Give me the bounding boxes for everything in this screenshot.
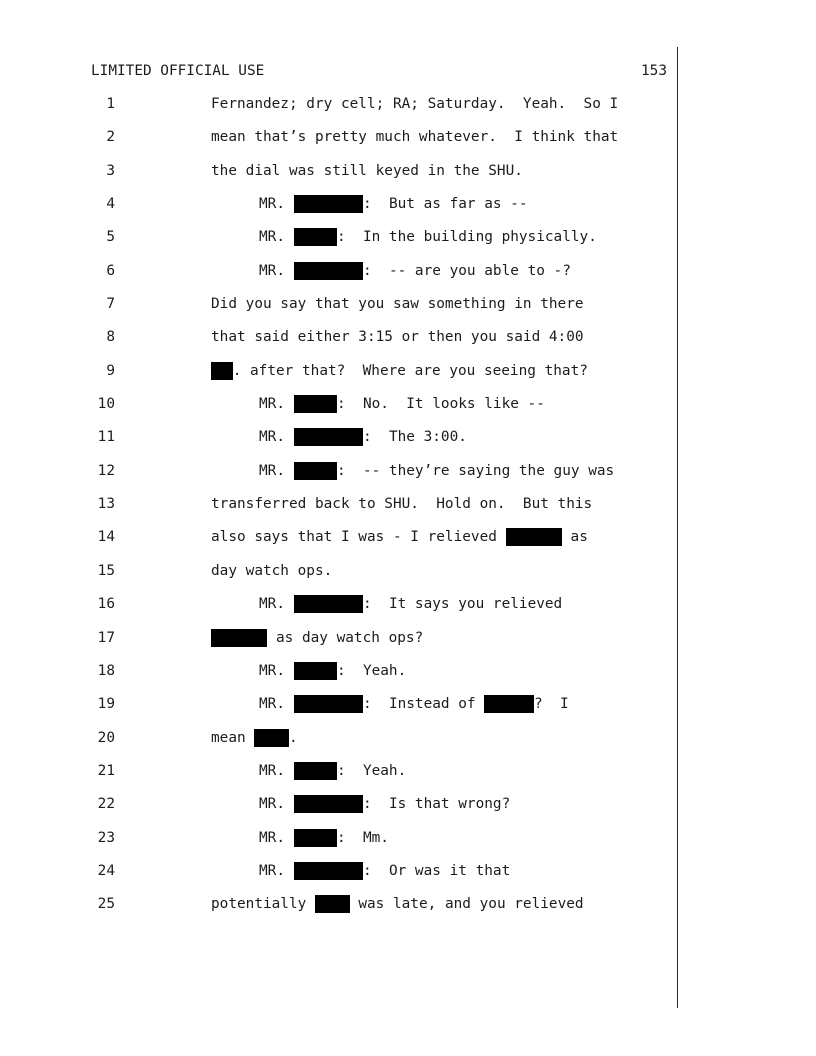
transcript-line: [0, 462, 677, 495]
redaction-box: [294, 829, 337, 847]
text-segment: : -- they’re saying the guy was: [336, 462, 615, 479]
text-segment: was late, and you relieved: [349, 896, 584, 913]
line-number: 22: [97, 796, 115, 813]
line-text: [259, 795, 510, 813]
line-text: [259, 862, 510, 880]
transcript-line: [0, 162, 677, 195]
line-number: 23: [97, 829, 115, 846]
text-segment: : In the building physically.: [336, 229, 597, 246]
text-segment: also says that I was - I relieved: [211, 529, 506, 546]
redaction-box: [211, 362, 233, 380]
line-text: [259, 262, 571, 280]
transcript-line: [0, 595, 677, 628]
line-number: 20: [97, 729, 115, 746]
transcript-line: [0, 228, 677, 261]
line-number: 24: [97, 862, 115, 879]
text-segment: Did you say that you saw something in there: [211, 296, 584, 313]
line-text: [211, 128, 618, 146]
transcript-line: [0, 562, 677, 595]
transcript-line: [0, 662, 677, 695]
text-segment: MR.: [259, 396, 294, 413]
line-number: 21: [97, 762, 115, 779]
line-number: 6: [106, 262, 115, 279]
transcript-line: [0, 762, 677, 795]
line-text: [259, 595, 562, 613]
line-text: [211, 562, 332, 580]
text-segment: day watch ops.: [211, 562, 333, 579]
transcript-line: [0, 795, 677, 828]
redaction-box: [294, 762, 337, 780]
margin-rule: [677, 47, 678, 1008]
line-number: 1: [106, 96, 115, 112]
transcript-line: [0, 428, 677, 461]
text-segment: mean: [211, 729, 255, 746]
transcript-body: [0, 95, 677, 929]
transcript-line: [0, 128, 677, 161]
transcript-line: [0, 328, 677, 361]
line-text: [259, 662, 406, 680]
line-number: 8: [106, 329, 115, 346]
line-number: 9: [106, 362, 115, 379]
redaction-box: [315, 895, 350, 913]
text-segment: : Yeah.: [336, 662, 407, 679]
line-text: [259, 428, 467, 446]
transcript-line: [0, 862, 677, 895]
text-segment: : Instead of: [362, 696, 485, 713]
line-number: 18: [97, 662, 115, 679]
line-text: [259, 762, 406, 780]
text-segment: MR.: [259, 862, 294, 879]
transcript-line: [0, 95, 677, 128]
text-segment: MR.: [259, 596, 294, 613]
text-segment: MR.: [259, 229, 294, 246]
transcript-line: [0, 295, 677, 328]
text-segment: MR.: [259, 696, 294, 713]
text-segment: transferred back to SHU. Hold on. But this: [211, 496, 593, 513]
text-segment: : It says you relieved: [362, 596, 563, 613]
line-text: [211, 729, 298, 747]
text-segment: : -- are you able to -?: [362, 262, 571, 279]
line-text: [211, 328, 584, 346]
text-segment: : Yeah.: [336, 762, 407, 779]
redaction-box: [294, 595, 363, 613]
text-segment: : Mm.: [336, 829, 389, 846]
line-number: 10: [97, 396, 115, 413]
line-text: [259, 829, 389, 847]
transcript-line: [0, 695, 677, 728]
text-segment: MR.: [259, 762, 294, 779]
line-number: 2: [106, 129, 115, 146]
line-text: [211, 162, 523, 180]
redaction-box: [506, 528, 562, 546]
line-text: [211, 362, 588, 380]
text-segment: : But as far as --: [362, 196, 528, 213]
redaction-box: [294, 795, 363, 813]
redaction-box: [294, 862, 363, 880]
transcript-line: [0, 195, 677, 228]
redaction-box: [294, 395, 337, 413]
line-text: [211, 95, 618, 113]
redaction-box: [294, 695, 363, 713]
transcript-line: [0, 829, 677, 862]
text-segment: ? I: [534, 696, 569, 713]
text-segment: MR.: [259, 462, 294, 479]
text-segment: as: [561, 529, 588, 546]
text-segment: : The 3:00.: [362, 429, 467, 446]
transcript-line: [0, 262, 677, 295]
redaction-box: [294, 195, 363, 213]
line-text: [211, 895, 584, 913]
redaction-box: [294, 262, 363, 280]
line-text: [259, 462, 614, 480]
page-number: 153: [641, 63, 667, 79]
text-segment: MR.: [259, 662, 294, 679]
text-segment: : Or was it that: [362, 862, 511, 879]
line-number: 12: [97, 462, 115, 479]
transcript-line: [0, 362, 677, 395]
redaction-box: [484, 695, 534, 713]
text-segment: : Is that wrong?: [362, 796, 511, 813]
line-number: 14: [97, 529, 115, 546]
transcript-line: [0, 629, 677, 662]
line-number: 11: [97, 429, 115, 446]
line-number: 17: [97, 629, 115, 646]
transcript-line: [0, 528, 677, 561]
text-segment: potentially: [211, 896, 315, 913]
line-text: [211, 528, 588, 546]
text-segment: MR.: [259, 196, 294, 213]
transcript-line: [0, 395, 677, 428]
line-number: 25: [97, 896, 115, 913]
text-segment: . after that? Where are you seeing that?: [232, 362, 588, 379]
text-segment: mean that’s pretty much whatever. I think that: [211, 129, 619, 146]
transcript-line: [0, 729, 677, 762]
line-number: 15: [97, 562, 115, 579]
text-segment: MR.: [259, 796, 294, 813]
redaction-box: [294, 428, 363, 446]
transcript-line: [0, 495, 677, 528]
transcript-line: [0, 895, 677, 928]
text-segment: MR.: [259, 429, 294, 446]
line-text: [259, 695, 569, 713]
text-segment: : No. It looks like --: [336, 396, 545, 413]
line-number: 3: [106, 162, 115, 179]
text-segment: the dial was still keyed in the SHU.: [211, 162, 523, 179]
redaction-box: [211, 629, 267, 647]
line-text: [259, 228, 597, 246]
text-segment: Fernandez; dry cell; RA; Saturday. Yeah. So I: [211, 96, 619, 112]
line-number: 5: [106, 229, 115, 246]
redaction-box: [254, 729, 289, 747]
text-segment: .: [289, 729, 298, 746]
line-text: [259, 395, 545, 413]
line-text: [211, 629, 423, 647]
line-number: 13: [97, 496, 115, 513]
line-text: [211, 295, 584, 313]
line-number: 7: [106, 296, 115, 313]
text-segment: MR.: [259, 829, 294, 846]
line-number: 19: [97, 696, 115, 713]
classification-header: LIMITED OFFICIAL USE: [91, 63, 265, 79]
text-segment: that said either 3:15 or then you said 4:00: [211, 329, 584, 346]
text-segment: MR.: [259, 262, 294, 279]
line-text: [259, 195, 528, 213]
redaction-box: [294, 462, 337, 480]
line-number: 16: [97, 596, 115, 613]
text-segment: as day watch ops?: [267, 629, 424, 646]
line-number: 4: [106, 196, 115, 213]
redaction-box: [294, 662, 337, 680]
line-text: [211, 495, 592, 513]
redaction-box: [294, 228, 337, 246]
